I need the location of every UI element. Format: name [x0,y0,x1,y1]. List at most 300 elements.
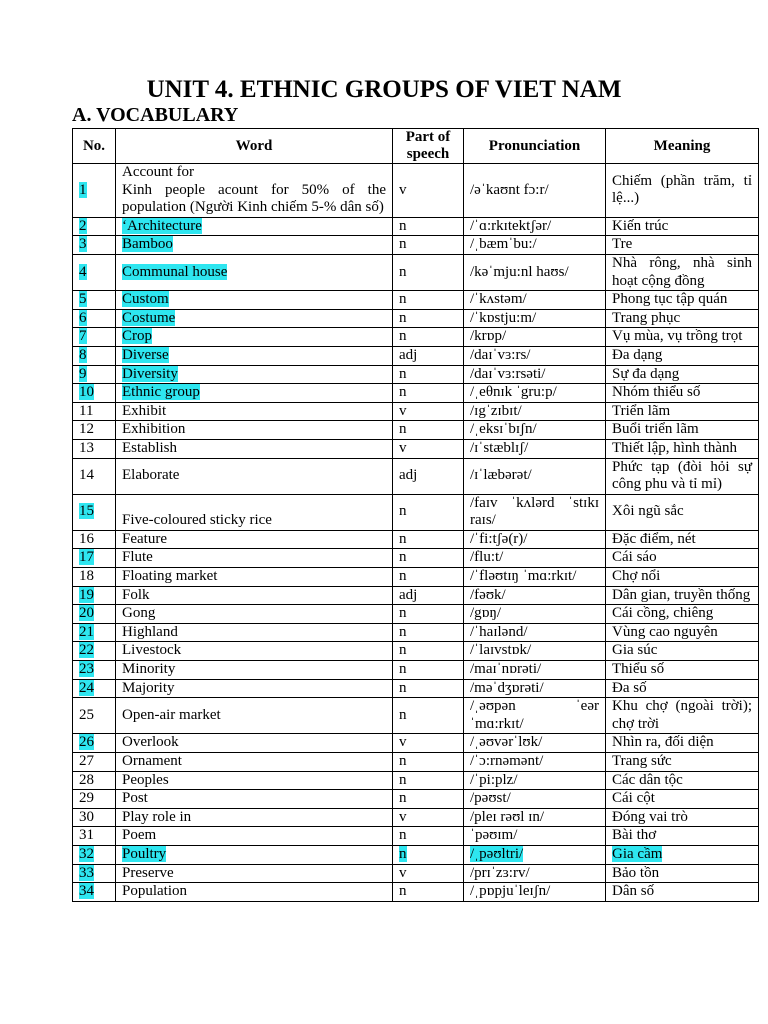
number-cell [73,328,116,347]
part-of-speech-cell [393,164,464,218]
part-of-speech: n [399,568,407,585]
number-cell [73,771,116,790]
meaning-cell [606,217,759,236]
part-of-speech-cell [393,254,464,290]
meaning-cell [606,530,759,549]
pronunciation-cell [464,254,606,290]
pronunciation-cell [464,753,606,772]
part-of-speech: n [399,771,407,788]
meaning-cell [606,346,759,365]
number-cell [73,494,116,530]
row-number: 19 [79,586,94,603]
table-row [73,365,759,384]
table-row [73,864,759,883]
word-cell [116,254,393,290]
word-cell [116,845,393,864]
meaning: Dân gian, truyền thống [612,586,751,603]
vocab-word: Play role in [122,808,192,825]
meaning-cell [606,494,759,530]
vocab-table-body [73,164,759,902]
number-cell [73,883,116,902]
pronunciation: /məˈdʒɒrəti/ [470,679,544,696]
part-of-speech-cell [393,845,464,864]
pronunciation: /maɪˈnɒrəti/ [470,661,542,678]
meaning-cell [606,771,759,790]
number-cell [73,790,116,809]
pronunciation: /fəʊk/ [470,586,506,603]
row-number: 32 [79,845,94,862]
vocab-word: Poultry [122,845,167,862]
row-number: 27 [79,753,94,769]
word-cell [116,217,393,236]
meaning-cell [606,734,759,753]
part-of-speech-cell [393,530,464,549]
meaning-cell [606,568,759,587]
vocab-word: Overlook [122,734,179,751]
pronunciation: /ˌəʊvərˈlʊk/ [470,734,543,751]
meaning-cell [606,384,759,403]
meaning: Chợ nổi [612,568,661,585]
part-of-speech-cell [393,458,464,494]
pronunciation: /ˈfi:tʃə(r)/ [470,530,528,547]
pronunciation-cell [464,661,606,680]
pronunciation-cell [464,346,606,365]
meaning: Nhà rông, nhà sinh hoạt cộng đồng [612,254,752,289]
meaning-cell [606,402,759,421]
part-of-speech: n [399,642,407,659]
pronunciation-cell [464,808,606,827]
row-number: 18 [79,568,94,585]
pronunciation: /daɪˈvɜ:rsəti/ [470,365,546,382]
vocab-word: Floating market [122,568,218,585]
vocab-example-note: Kinh people acount for 50% of the population (Người Kinh chiếm 5-% dân số) [122,181,386,216]
meaning-cell [606,623,759,642]
meaning: Trang sức [612,753,672,769]
part-of-speech: n [399,217,407,234]
word-cell [116,827,393,846]
number-cell [73,679,116,698]
word-cell [116,605,393,624]
row-number: 31 [79,827,94,844]
part-of-speech-cell [393,661,464,680]
vocab-word: Minority [122,661,176,678]
part-of-speech-cell [393,384,464,403]
row-number: 8 [79,346,87,363]
pronunciation-cell [464,217,606,236]
part-of-speech: n [399,328,407,345]
part-of-speech: n [399,790,407,807]
row-number: 10 [79,384,94,401]
pronunciation: /daɪˈvɜ:rs/ [470,346,531,363]
row-number: 1 [79,181,87,198]
part-of-speech: n [399,384,407,401]
part-of-speech-cell [393,346,464,365]
word-cell [116,384,393,403]
row-number: 23 [79,661,94,678]
meaning: Vụ mùa, vụ trồng trọt [612,328,743,345]
meaning-cell [606,549,759,568]
number-cell [73,421,116,440]
table-row [73,698,759,734]
meaning: Nhóm thiểu số [612,384,701,401]
pronunciation-cell [464,698,606,734]
pronunciation-cell [464,236,606,255]
header-no: No. [73,129,116,164]
part-of-speech: v [399,402,407,419]
vocab-word: Crop [122,328,152,345]
number-cell [73,845,116,864]
table-row [73,771,759,790]
pronunciation: /ɪˈstæblɪʃ/ [470,439,529,456]
meaning: Triển lãm [612,402,671,419]
pronunciation: /pleɪ rəʊl ɪn/ [470,808,545,825]
part-of-speech: n [399,530,407,547]
pronunciation-cell [464,384,606,403]
row-number: 21 [79,623,94,640]
pronunciation-cell [464,827,606,846]
part-of-speech-cell [393,291,464,310]
number-cell [73,734,116,753]
pronunciation: ˈpəʊɪm/ [470,827,518,844]
table-row [73,808,759,827]
table-row [73,790,759,809]
pronunciation-cell [464,568,606,587]
meaning: Tre [612,236,633,253]
vocab-word: ‘Architecture [122,217,202,234]
word-cell [116,883,393,902]
part-of-speech: n [399,421,407,438]
meaning: Gia cầm [612,845,663,862]
number-cell [73,217,116,236]
number-cell [73,808,116,827]
meaning: Đặc điểm, nét [612,530,696,547]
part-of-speech-cell [393,753,464,772]
meaning-cell [606,827,759,846]
pronunciation-cell [464,494,606,530]
number-cell [73,458,116,494]
pronunciation-cell [464,883,606,902]
number-cell [73,586,116,605]
meaning-cell [606,164,759,218]
part-of-speech-cell [393,734,464,753]
meaning: Vùng cao nguyên [612,623,718,640]
word-cell [116,402,393,421]
meaning-cell [606,883,759,902]
pronunciation-cell [464,623,606,642]
document-title: UNIT 4. ETHNIC GROUPS OF VIET NAM [146,76,622,103]
meaning: Bài thơ [612,827,657,844]
pronunciation: /ɪgˈzɪbɪt/ [470,402,522,419]
number-cell [73,439,116,458]
meaning-cell [606,291,759,310]
part-of-speech: n [399,661,407,678]
header-part-of-speech: Part of speech [393,129,464,164]
pronunciation: /ˌpɒpjuˈleɪʃn/ [470,883,551,900]
part-of-speech: v [399,734,407,751]
word-cell [116,439,393,458]
part-of-speech-cell [393,771,464,790]
row-number: 14 [79,467,94,484]
pronunciation: /ɪˈlæbərət/ [470,467,532,484]
word-cell [116,458,393,494]
pronunciation-cell [464,679,606,698]
row-number: 33 [79,864,94,881]
number-cell [73,827,116,846]
part-of-speech: n [399,883,407,900]
word-cell [116,734,393,753]
number-cell [73,254,116,290]
pronunciation: /flu:t/ [470,549,504,566]
vocab-word: Five-coloured sticky rice [122,512,272,529]
number-cell [73,236,116,255]
number-cell [73,346,116,365]
pronunciation: /ˌəʊpən ˈeər ˈmɑ:rkɪt/ [470,698,599,732]
meaning: Sự đa dạng [612,365,680,382]
meaning-cell [606,679,759,698]
part-of-speech-cell [393,328,464,347]
vocab-word: Population [122,883,188,900]
table-row [73,384,759,403]
meaning: Gia súc [612,642,658,659]
vocab-word: Ornament [122,753,182,769]
meaning: Phức tạp (đòi hỏi sự công phu và tỉ mỉ) [612,458,752,493]
vocab-word: Ethnic group [122,384,200,401]
part-of-speech-cell [393,568,464,587]
table-row [73,605,759,624]
part-of-speech-cell [393,642,464,661]
table-row [73,845,759,864]
number-cell [73,864,116,883]
meaning: Đóng vai trò [612,808,688,825]
meaning-cell [606,328,759,347]
table-row [73,291,759,310]
row-number: 25 [79,707,94,724]
part-of-speech-cell [393,864,464,883]
part-of-speech-cell [393,549,464,568]
word-cell [116,549,393,568]
word-cell [116,530,393,549]
vocab-word: Feature [122,530,167,547]
part-of-speech-cell [393,808,464,827]
pronunciation: /faɪv ˈkʌlərd ˈstɪkɪ raɪs/ [470,494,599,529]
word-cell [116,586,393,605]
part-of-speech-cell [393,402,464,421]
row-number: 7 [79,328,87,345]
pronunciation-cell [464,421,606,440]
part-of-speech: n [399,827,407,844]
pronunciation: /kəˈmju:nl haʊs/ [470,263,569,280]
part-of-speech: n [399,679,407,696]
table-row [73,827,759,846]
part-of-speech: n [399,291,407,308]
vocab-word: Account for [122,164,195,180]
row-number: 34 [79,883,94,900]
part-of-speech: n [399,503,407,520]
part-of-speech-cell [393,439,464,458]
table-row [73,623,759,642]
meaning: Nhìn ra, đối diện [612,734,714,751]
table-row [73,883,759,902]
table-row [73,254,759,290]
table-row [73,217,759,236]
table-row [73,494,759,530]
vocab-word: Custom [122,291,169,308]
meaning-cell [606,864,759,883]
word-cell [116,642,393,661]
pronunciation: /əˈkaʊnt fɔ:r/ [470,181,549,198]
part-of-speech-cell [393,421,464,440]
word-cell [116,808,393,827]
number-cell [73,642,116,661]
word-cell [116,421,393,440]
row-number: 17 [79,549,94,566]
vocab-word: Costume [122,309,176,326]
meaning-cell [606,365,759,384]
word-cell [116,771,393,790]
part-of-speech-cell [393,883,464,902]
meaning: Bảo tồn [612,864,660,881]
number-cell [73,402,116,421]
meaning-cell [606,753,759,772]
part-of-speech: v [399,439,407,456]
row-number: 11 [79,402,94,419]
word-cell [116,328,393,347]
word-cell [116,291,393,310]
meaning-cell [606,698,759,734]
meaning: Dân số [612,883,655,900]
pronunciation: /ˌbæmˈbu:/ [470,236,537,253]
part-of-speech: v [399,808,407,825]
vocab-word: Majority [122,679,175,696]
part-of-speech-cell [393,217,464,236]
word-cell [116,661,393,680]
row-number: 9 [79,365,87,382]
vocab-word: Folk [122,586,150,603]
table-row [73,402,759,421]
row-number: 20 [79,605,94,622]
pronunciation-cell [464,309,606,328]
vocab-word: Bamboo [122,236,173,253]
pronunciation: /ˌeθnɪk ˈgru:p/ [470,384,557,401]
meaning-cell [606,458,759,494]
table-row [73,328,759,347]
table-row [73,236,759,255]
pronunciation: /ˌeksɪˈbɪʃn/ [470,421,537,438]
row-number: 22 [79,642,94,659]
meaning-cell [606,790,759,809]
vocab-word: Peoples [122,771,169,788]
number-cell [73,753,116,772]
word-cell [116,790,393,809]
row-number: 12 [79,421,94,438]
part-of-speech: n [399,623,407,640]
number-cell [73,365,116,384]
pronunciation: /ˈlaɪvstɒk/ [470,642,532,659]
vocab-word: Livestock [122,642,182,659]
pronunciation: /krɒp/ [470,328,507,345]
pronunciation-cell [464,864,606,883]
meaning: Các dân tộc [612,771,683,788]
meaning-cell [606,605,759,624]
meaning-cell [606,586,759,605]
meaning-cell [606,236,759,255]
pronunciation: /ˈhaɪlənd/ [470,623,528,640]
number-cell [73,530,116,549]
vocab-word: Diverse [122,346,169,363]
row-number: 24 [79,679,94,696]
table-row [73,586,759,605]
pronunciation: /prɪˈzɜ:rv/ [470,864,530,881]
row-number: 28 [79,771,94,788]
table-row [73,549,759,568]
word-cell [116,494,393,530]
table-row [73,458,759,494]
table-row [73,346,759,365]
number-cell [73,384,116,403]
table-row [73,734,759,753]
row-number: 15 [79,503,94,520]
pronunciation-cell [464,328,606,347]
vocab-word: Exhibition [122,421,186,438]
table-row [73,568,759,587]
part-of-speech: adj [399,346,418,363]
vocabulary-table [72,128,759,902]
vocab-word: Flute [122,549,153,566]
meaning-cell [606,439,759,458]
meaning-cell [606,845,759,864]
vocab-word: Elaborate [122,467,180,484]
meaning: Kiến trúc [612,217,669,234]
table-row [73,661,759,680]
pronunciation-cell [464,605,606,624]
table-row [73,753,759,772]
pronunciation-cell [464,734,606,753]
meaning: Phong tục tập quán [612,291,728,308]
part-of-speech-cell [393,586,464,605]
row-number: 30 [79,808,94,825]
row-number: 29 [79,790,94,807]
pronunciation-cell [464,586,606,605]
meaning: Khu chợ (ngoài trời); chợ trời [612,698,752,732]
vocab-word: Highland [122,623,178,640]
vocab-word: Open-air market [122,707,221,724]
part-of-speech-cell [393,679,464,698]
part-of-speech: n [399,845,407,862]
vocab-word: Communal house [122,263,228,280]
word-cell [116,164,393,218]
pronunciation-cell [464,845,606,864]
word-cell [116,698,393,734]
table-row [73,309,759,328]
pronunciation: /ˈkʌstəm/ [470,291,527,308]
number-cell [73,605,116,624]
part-of-speech: n [399,605,407,622]
pronunciation: /ˈɑ:rkɪtektʃər/ [470,217,552,234]
part-of-speech-cell [393,365,464,384]
part-of-speech: adj [399,467,418,484]
vocab-word: Poem [122,827,157,844]
part-of-speech: v [399,864,407,881]
part-of-speech-cell [393,236,464,255]
pronunciation: /ˈfləʊtɪŋ ˈmɑ:rkɪt/ [470,568,577,585]
word-cell [116,623,393,642]
pronunciation: /ˈpi:plz/ [470,771,518,788]
part-of-speech: adj [399,586,418,603]
row-number: 13 [79,439,94,456]
meaning-cell [606,642,759,661]
number-cell [73,661,116,680]
pronunciation-cell [464,642,606,661]
